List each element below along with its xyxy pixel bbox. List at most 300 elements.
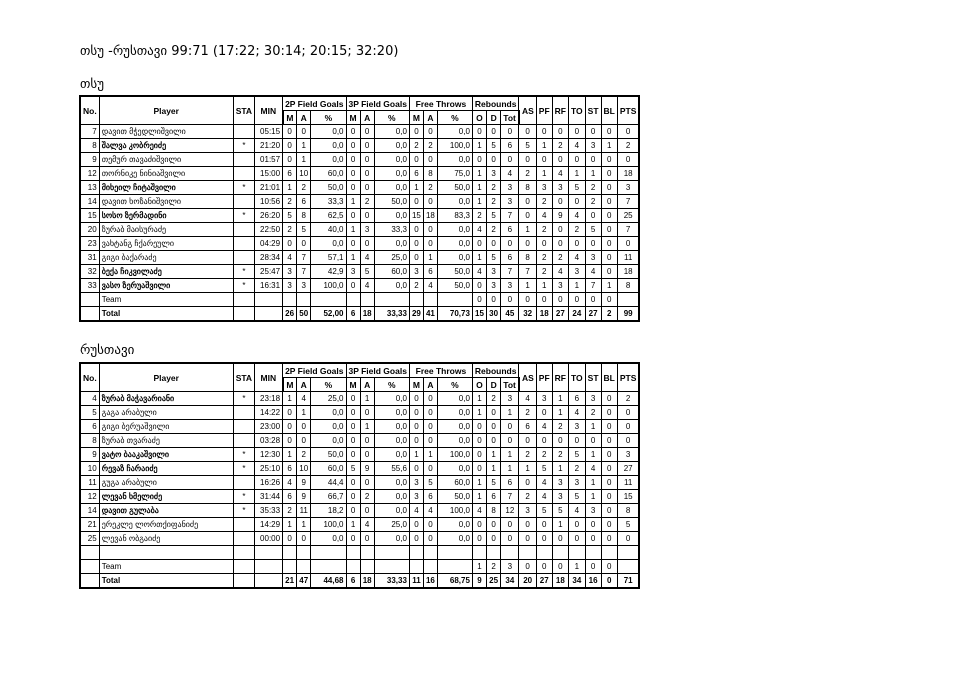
total-as: 20 — [519, 574, 536, 589]
player-name: გიგი ბაქარაძე — [99, 251, 233, 265]
stat-p3m: 0 — [346, 476, 360, 490]
stat-ftm: 0 — [409, 195, 423, 209]
subheader-pct: % — [437, 111, 472, 125]
stat-ftm: 0 — [409, 392, 423, 406]
stat-to: 5 — [569, 181, 586, 195]
stat-ftp: 0,0 — [437, 251, 472, 265]
header-fg3: 3P Field Goals — [346, 363, 409, 378]
stat-to: 4 — [569, 251, 586, 265]
stat-d: 0 — [487, 434, 501, 448]
stat-ftp: 0,0 — [437, 406, 472, 420]
stat-pts: 0 — [617, 153, 639, 167]
stat-p2a: 4 — [297, 392, 311, 406]
total-p2m: 21 — [283, 574, 297, 589]
stat-pts: 7 — [617, 223, 639, 237]
stat-p3a: 1 — [360, 392, 374, 406]
stat-tot: 4 — [501, 167, 519, 181]
stat-tot: 7 — [501, 490, 519, 504]
stat-pts: 25 — [617, 209, 639, 223]
empty-cell — [255, 307, 283, 322]
stat-ftm: 0 — [409, 518, 423, 532]
stat-st: 1 — [585, 490, 601, 504]
player-number: 8 — [80, 139, 99, 153]
stat-d: 5 — [487, 139, 501, 153]
player-name: შალვა კობრეიძე — [99, 139, 233, 153]
stat-bl: 0 — [601, 490, 617, 504]
subheader-tot: Tot — [501, 111, 519, 125]
header-rf: RF — [552, 363, 568, 392]
stat-p3a: 2 — [360, 490, 374, 504]
stat-rf: 2 — [552, 251, 568, 265]
stat-o: 1 — [472, 181, 486, 195]
stat-rf: 2 — [552, 448, 568, 462]
subheader-a: A — [423, 378, 437, 392]
stat-p3p: 0,0 — [374, 181, 409, 195]
minutes: 21:01 — [255, 181, 283, 195]
stat-d: 3 — [487, 265, 501, 279]
empty-cell — [536, 546, 552, 560]
empty-cell — [255, 574, 283, 589]
total-pts: 71 — [617, 574, 639, 589]
stat-as: 1 — [519, 462, 536, 476]
stat-p3p: 0,0 — [374, 139, 409, 153]
stat-as: 2 — [519, 167, 536, 181]
stat-st: 0 — [585, 153, 601, 167]
stat-pts: 0 — [617, 237, 639, 251]
team-stat-rf: 0 — [552, 560, 568, 574]
empty-cell — [585, 546, 601, 560]
stat-p3a: 0 — [360, 532, 374, 546]
stat-tot: 0 — [501, 518, 519, 532]
header-min: MIN — [255, 363, 283, 392]
stat-p2p: 42,9 — [311, 265, 346, 279]
empty-cell — [233, 293, 254, 307]
stat-p3m: 0 — [346, 532, 360, 546]
stat-p2p: 0,0 — [311, 532, 346, 546]
stat-fta: 0 — [423, 223, 437, 237]
header-ft: Free Throws — [409, 363, 472, 378]
stat-as: 0 — [519, 518, 536, 532]
starter-mark — [233, 237, 254, 251]
stat-pf: 1 — [536, 139, 552, 153]
stat-tot: 0 — [501, 420, 519, 434]
stat-fta: 2 — [423, 181, 437, 195]
starter-mark: * — [233, 139, 254, 153]
minutes: 12:30 — [255, 448, 283, 462]
empty-cell — [346, 293, 360, 307]
stat-as: 1 — [519, 279, 536, 293]
stat-pf: 0 — [536, 237, 552, 251]
player-number: 11 — [80, 476, 99, 490]
total-row — [80, 574, 663, 589]
stat-p2a: 0 — [297, 434, 311, 448]
player-name: ვასო ზერუაშვილი — [99, 279, 233, 293]
stat-d: 5 — [487, 251, 501, 265]
player-row — [80, 209, 663, 223]
starter-mark — [233, 153, 254, 167]
stat-st: 2 — [585, 195, 601, 209]
stat-d: 0 — [487, 406, 501, 420]
empty-cell — [487, 546, 501, 560]
player-number: 9 — [80, 153, 99, 167]
stat-st: 0 — [585, 125, 601, 139]
stat-p3m: 0 — [346, 392, 360, 406]
stat-pf: 4 — [536, 490, 552, 504]
team-stat-st: 0 — [585, 293, 601, 307]
stat-p3m: 3 — [346, 265, 360, 279]
total-tot: 45 — [501, 307, 519, 322]
stat-st: 0 — [585, 518, 601, 532]
stat-as: 2 — [519, 490, 536, 504]
starter-mark: * — [233, 392, 254, 406]
header-as: AS — [519, 96, 536, 125]
player-name: ლევან ხმელიძე — [99, 490, 233, 504]
stat-o: 0 — [472, 420, 486, 434]
subheader-pct: % — [374, 111, 409, 125]
game-title: თსუ -რუსთავი 99:71 (17:22; 30:14; 20:15; 32:20) — [80, 44, 399, 59]
stat-p2m: 5 — [283, 209, 297, 223]
header-sta: STA — [233, 363, 254, 392]
player-number: 33 — [80, 279, 99, 293]
stat-ftp: 0,0 — [437, 237, 472, 251]
stat-p3m: 0 — [346, 153, 360, 167]
minutes: 23:00 — [255, 420, 283, 434]
stat-to: 1 — [569, 279, 586, 293]
stat-bl: 0 — [601, 434, 617, 448]
stat-tot: 3 — [501, 392, 519, 406]
team-row-label: Team — [99, 293, 233, 307]
total-p2a: 50 — [297, 307, 311, 322]
stat-p3p: 0,0 — [374, 153, 409, 167]
stat-p3m: 1 — [346, 223, 360, 237]
player-number: 14 — [80, 195, 99, 209]
box-score-table-away — [79, 362, 664, 589]
subheader-m: M — [346, 111, 360, 125]
subheader-pct: % — [311, 111, 346, 125]
stat-d: 0 — [487, 532, 501, 546]
stat-p3a: 0 — [360, 448, 374, 462]
team-stat-bl: 0 — [601, 293, 617, 307]
empty-cell — [617, 546, 639, 560]
stat-rf: 0 — [552, 125, 568, 139]
stat-rf: 3 — [552, 181, 568, 195]
header-to: TO — [569, 96, 586, 125]
stat-rf: 3 — [552, 476, 568, 490]
empty-cell — [472, 546, 486, 560]
stat-to: 0 — [569, 195, 586, 209]
stat-ftm: 0 — [409, 237, 423, 251]
stat-fta: 4 — [423, 279, 437, 293]
stat-ftm: 0 — [409, 125, 423, 139]
stat-pts: 11 — [617, 476, 639, 490]
empty-cell — [80, 574, 99, 589]
header-pts: PTS — [617, 96, 639, 125]
stat-to: 3 — [569, 265, 586, 279]
stat-d: 3 — [487, 279, 501, 293]
stat-o: 1 — [472, 406, 486, 420]
stat-d: 6 — [487, 490, 501, 504]
stat-as: 3 — [519, 504, 536, 518]
header-st: ST — [585, 363, 601, 392]
stat-rf: 0 — [552, 153, 568, 167]
stat-to: 1 — [569, 167, 586, 181]
starter-mark — [233, 532, 254, 546]
stat-p3a: 0 — [360, 237, 374, 251]
total-d: 30 — [487, 307, 501, 322]
stat-ftm: 0 — [409, 153, 423, 167]
total-to: 34 — [569, 574, 586, 589]
stat-p2p: 57,1 — [311, 251, 346, 265]
minutes: 14:29 — [255, 518, 283, 532]
empty-cell — [423, 546, 437, 560]
stat-pf: 2 — [536, 448, 552, 462]
stat-p2a: 0 — [297, 532, 311, 546]
stat-p2p: 62,5 — [311, 209, 346, 223]
stat-p3a: 1 — [360, 420, 374, 434]
header-bl: BL — [601, 363, 617, 392]
header-rf: RF — [552, 96, 568, 125]
starter-mark: * — [233, 462, 254, 476]
stat-d: 2 — [487, 392, 501, 406]
minutes: 15:00 — [255, 167, 283, 181]
stat-d: 0 — [487, 125, 501, 139]
stat-p2a: 0 — [297, 420, 311, 434]
starter-mark — [233, 223, 254, 237]
stat-p3m: 0 — [346, 448, 360, 462]
player-number: 12 — [80, 167, 99, 181]
stat-p2p: 100,0 — [311, 518, 346, 532]
stat-p3p: 0,0 — [374, 448, 409, 462]
team-stat-as: 0 — [519, 293, 536, 307]
empty-cell — [519, 546, 536, 560]
stat-ftp: 50,0 — [437, 279, 472, 293]
stat-pf: 0 — [536, 518, 552, 532]
stat-fta: 0 — [423, 420, 437, 434]
stat-p3a: 0 — [360, 167, 374, 181]
player-name: დავით ხოზანიშვილი — [99, 195, 233, 209]
header-player: Player — [99, 96, 233, 125]
header-reb: Rebounds — [472, 363, 519, 378]
stat-d: 1 — [487, 462, 501, 476]
team-stat-pf: 0 — [536, 560, 552, 574]
player-name: გიგი ბერუაშვილი — [99, 420, 233, 434]
empty-cell — [311, 546, 346, 560]
stat-p2m: 0 — [283, 139, 297, 153]
starter-mark — [233, 167, 254, 181]
total-fta: 16 — [423, 574, 437, 589]
stat-pf: 2 — [536, 195, 552, 209]
stat-p2p: 0,0 — [311, 420, 346, 434]
stat-p2m: 6 — [283, 490, 297, 504]
player-name: რევაზ ჩარაიძე — [99, 462, 233, 476]
stat-p2m: 1 — [283, 448, 297, 462]
stat-ftm: 0 — [409, 223, 423, 237]
stat-ftm: 1 — [409, 181, 423, 195]
player-name: სოსო ზერმადინი — [99, 209, 233, 223]
stat-as: 0 — [519, 153, 536, 167]
stat-p3a: 4 — [360, 251, 374, 265]
total-o: 15 — [472, 307, 486, 322]
stat-o: 0 — [472, 462, 486, 476]
stat-p3p: 60,0 — [374, 265, 409, 279]
stat-fta: 18 — [423, 209, 437, 223]
total-pts: 99 — [617, 307, 639, 322]
starter-mark: * — [233, 448, 254, 462]
total-p3m: 6 — [346, 574, 360, 589]
stat-p2a: 0 — [297, 237, 311, 251]
empty-cell — [423, 293, 437, 307]
stat-bl: 0 — [601, 476, 617, 490]
player-name: გუგა არაბული — [99, 476, 233, 490]
player-name: ერეკლე ლორთქიფანიძე — [99, 518, 233, 532]
stat-d: 1 — [487, 448, 501, 462]
player-name: ვატო ბააკაშვილი — [99, 448, 233, 462]
stat-o: 0 — [472, 518, 486, 532]
minutes: 14:22 — [255, 406, 283, 420]
starter-mark: * — [233, 490, 254, 504]
player-row — [80, 279, 663, 293]
empty-cell — [374, 560, 409, 574]
stat-pf: 3 — [536, 392, 552, 406]
stat-o: 1 — [472, 139, 486, 153]
total-ftp: 68,75 — [437, 574, 472, 589]
stat-p3m: 0 — [346, 209, 360, 223]
stat-p3p: 0,0 — [374, 125, 409, 139]
stat-bl: 0 — [601, 167, 617, 181]
stat-tot: 0 — [501, 434, 519, 448]
stat-o: 0 — [472, 279, 486, 293]
stat-d: 0 — [487, 420, 501, 434]
total-p2p: 52,00 — [311, 307, 346, 322]
stat-ftm: 0 — [409, 251, 423, 265]
stat-p2m: 1 — [283, 392, 297, 406]
stat-p3p: 0,0 — [374, 532, 409, 546]
stat-pf: 4 — [536, 420, 552, 434]
stat-pts: 0 — [617, 434, 639, 448]
stat-fta: 0 — [423, 125, 437, 139]
stat-ftm: 0 — [409, 434, 423, 448]
stat-o: 1 — [472, 476, 486, 490]
stat-p3m: 0 — [346, 181, 360, 195]
stat-p2p: 44,4 — [311, 476, 346, 490]
stat-p3p: 25,0 — [374, 518, 409, 532]
stat-to: 4 — [569, 504, 586, 518]
empty-cell — [283, 560, 297, 574]
player-number: 10 — [80, 462, 99, 476]
stat-st: 0 — [585, 532, 601, 546]
stat-p3p: 0,0 — [374, 420, 409, 434]
empty-cell — [601, 546, 617, 560]
stat-pf: 5 — [536, 504, 552, 518]
stat-ftm: 4 — [409, 504, 423, 518]
stat-p2p: 60,0 — [311, 462, 346, 476]
stat-p3a: 0 — [360, 504, 374, 518]
stat-p3p: 0,0 — [374, 279, 409, 293]
empty-cell — [80, 307, 99, 322]
stat-fta: 0 — [423, 532, 437, 546]
stat-p3p: 55,6 — [374, 462, 409, 476]
stat-p2a: 2 — [297, 181, 311, 195]
stat-rf: 3 — [552, 279, 568, 293]
stat-ftm: 2 — [409, 139, 423, 153]
team-stat-rf: 0 — [552, 293, 568, 307]
team-stat-o: 0 — [472, 293, 486, 307]
stat-d: 8 — [487, 504, 501, 518]
empty-cell — [283, 293, 297, 307]
total-row — [80, 307, 663, 322]
player-name: მიხეილ ჩიტაშვილი — [99, 181, 233, 195]
stat-p2m: 0 — [283, 434, 297, 448]
stat-st: 3 — [585, 139, 601, 153]
player-name: ლევან ობგაიძე — [99, 532, 233, 546]
stat-o: 0 — [472, 237, 486, 251]
stat-bl: 0 — [601, 195, 617, 209]
player-name: თემურ თავაძიშვილი — [99, 153, 233, 167]
stat-st: 1 — [585, 420, 601, 434]
team-name-away: რუსთავი — [80, 343, 135, 358]
team-stat-to: 1 — [569, 560, 586, 574]
stat-tot: 7 — [501, 265, 519, 279]
empty-cell — [233, 574, 254, 589]
stat-rf: 9 — [552, 209, 568, 223]
player-row — [80, 125, 663, 139]
starter-mark — [233, 406, 254, 420]
starter-mark — [233, 476, 254, 490]
stat-to: 5 — [569, 448, 586, 462]
total-ftm: 11 — [409, 574, 423, 589]
stat-as: 0 — [519, 195, 536, 209]
stat-p2a: 1 — [297, 139, 311, 153]
total-row-label: Total — [99, 574, 233, 589]
stat-p2p: 0,0 — [311, 406, 346, 420]
subheader-m: M — [283, 378, 297, 392]
stat-p2m: 1 — [283, 518, 297, 532]
empty-cell — [297, 546, 311, 560]
player-number: 32 — [80, 265, 99, 279]
player-row — [80, 504, 663, 518]
total-p3p: 33,33 — [374, 574, 409, 589]
player-row — [80, 420, 663, 434]
stat-as: 0 — [519, 476, 536, 490]
minutes: 10:56 — [255, 195, 283, 209]
stat-p3m: 0 — [346, 490, 360, 504]
team-stat-st: 0 — [585, 560, 601, 574]
stat-p3p: 0,0 — [374, 490, 409, 504]
stat-o: 1 — [472, 251, 486, 265]
stat-bl: 0 — [601, 406, 617, 420]
minutes: 26:20 — [255, 209, 283, 223]
header-player: Player — [99, 363, 233, 392]
stat-p2p: 100,0 — [311, 279, 346, 293]
total-st: 27 — [585, 307, 601, 322]
stat-bl: 1 — [601, 279, 617, 293]
stat-p2a: 9 — [297, 476, 311, 490]
header-pf: PF — [536, 96, 552, 125]
stat-ftp: 75,0 — [437, 167, 472, 181]
stat-p2p: 50,0 — [311, 448, 346, 462]
player-number: 25 — [80, 532, 99, 546]
player-number: 8 — [80, 434, 99, 448]
team-stat-pf: 0 — [536, 293, 552, 307]
stat-p3a: 3 — [360, 223, 374, 237]
team-stat-tot: 0 — [501, 293, 519, 307]
team-stat-to: 0 — [569, 293, 586, 307]
stat-p3m: 1 — [346, 518, 360, 532]
stat-bl: 0 — [601, 462, 617, 476]
player-name: ზურაბ მაისურაძე — [99, 223, 233, 237]
stat-as: 7 — [519, 265, 536, 279]
stat-ftp: 50,0 — [437, 265, 472, 279]
